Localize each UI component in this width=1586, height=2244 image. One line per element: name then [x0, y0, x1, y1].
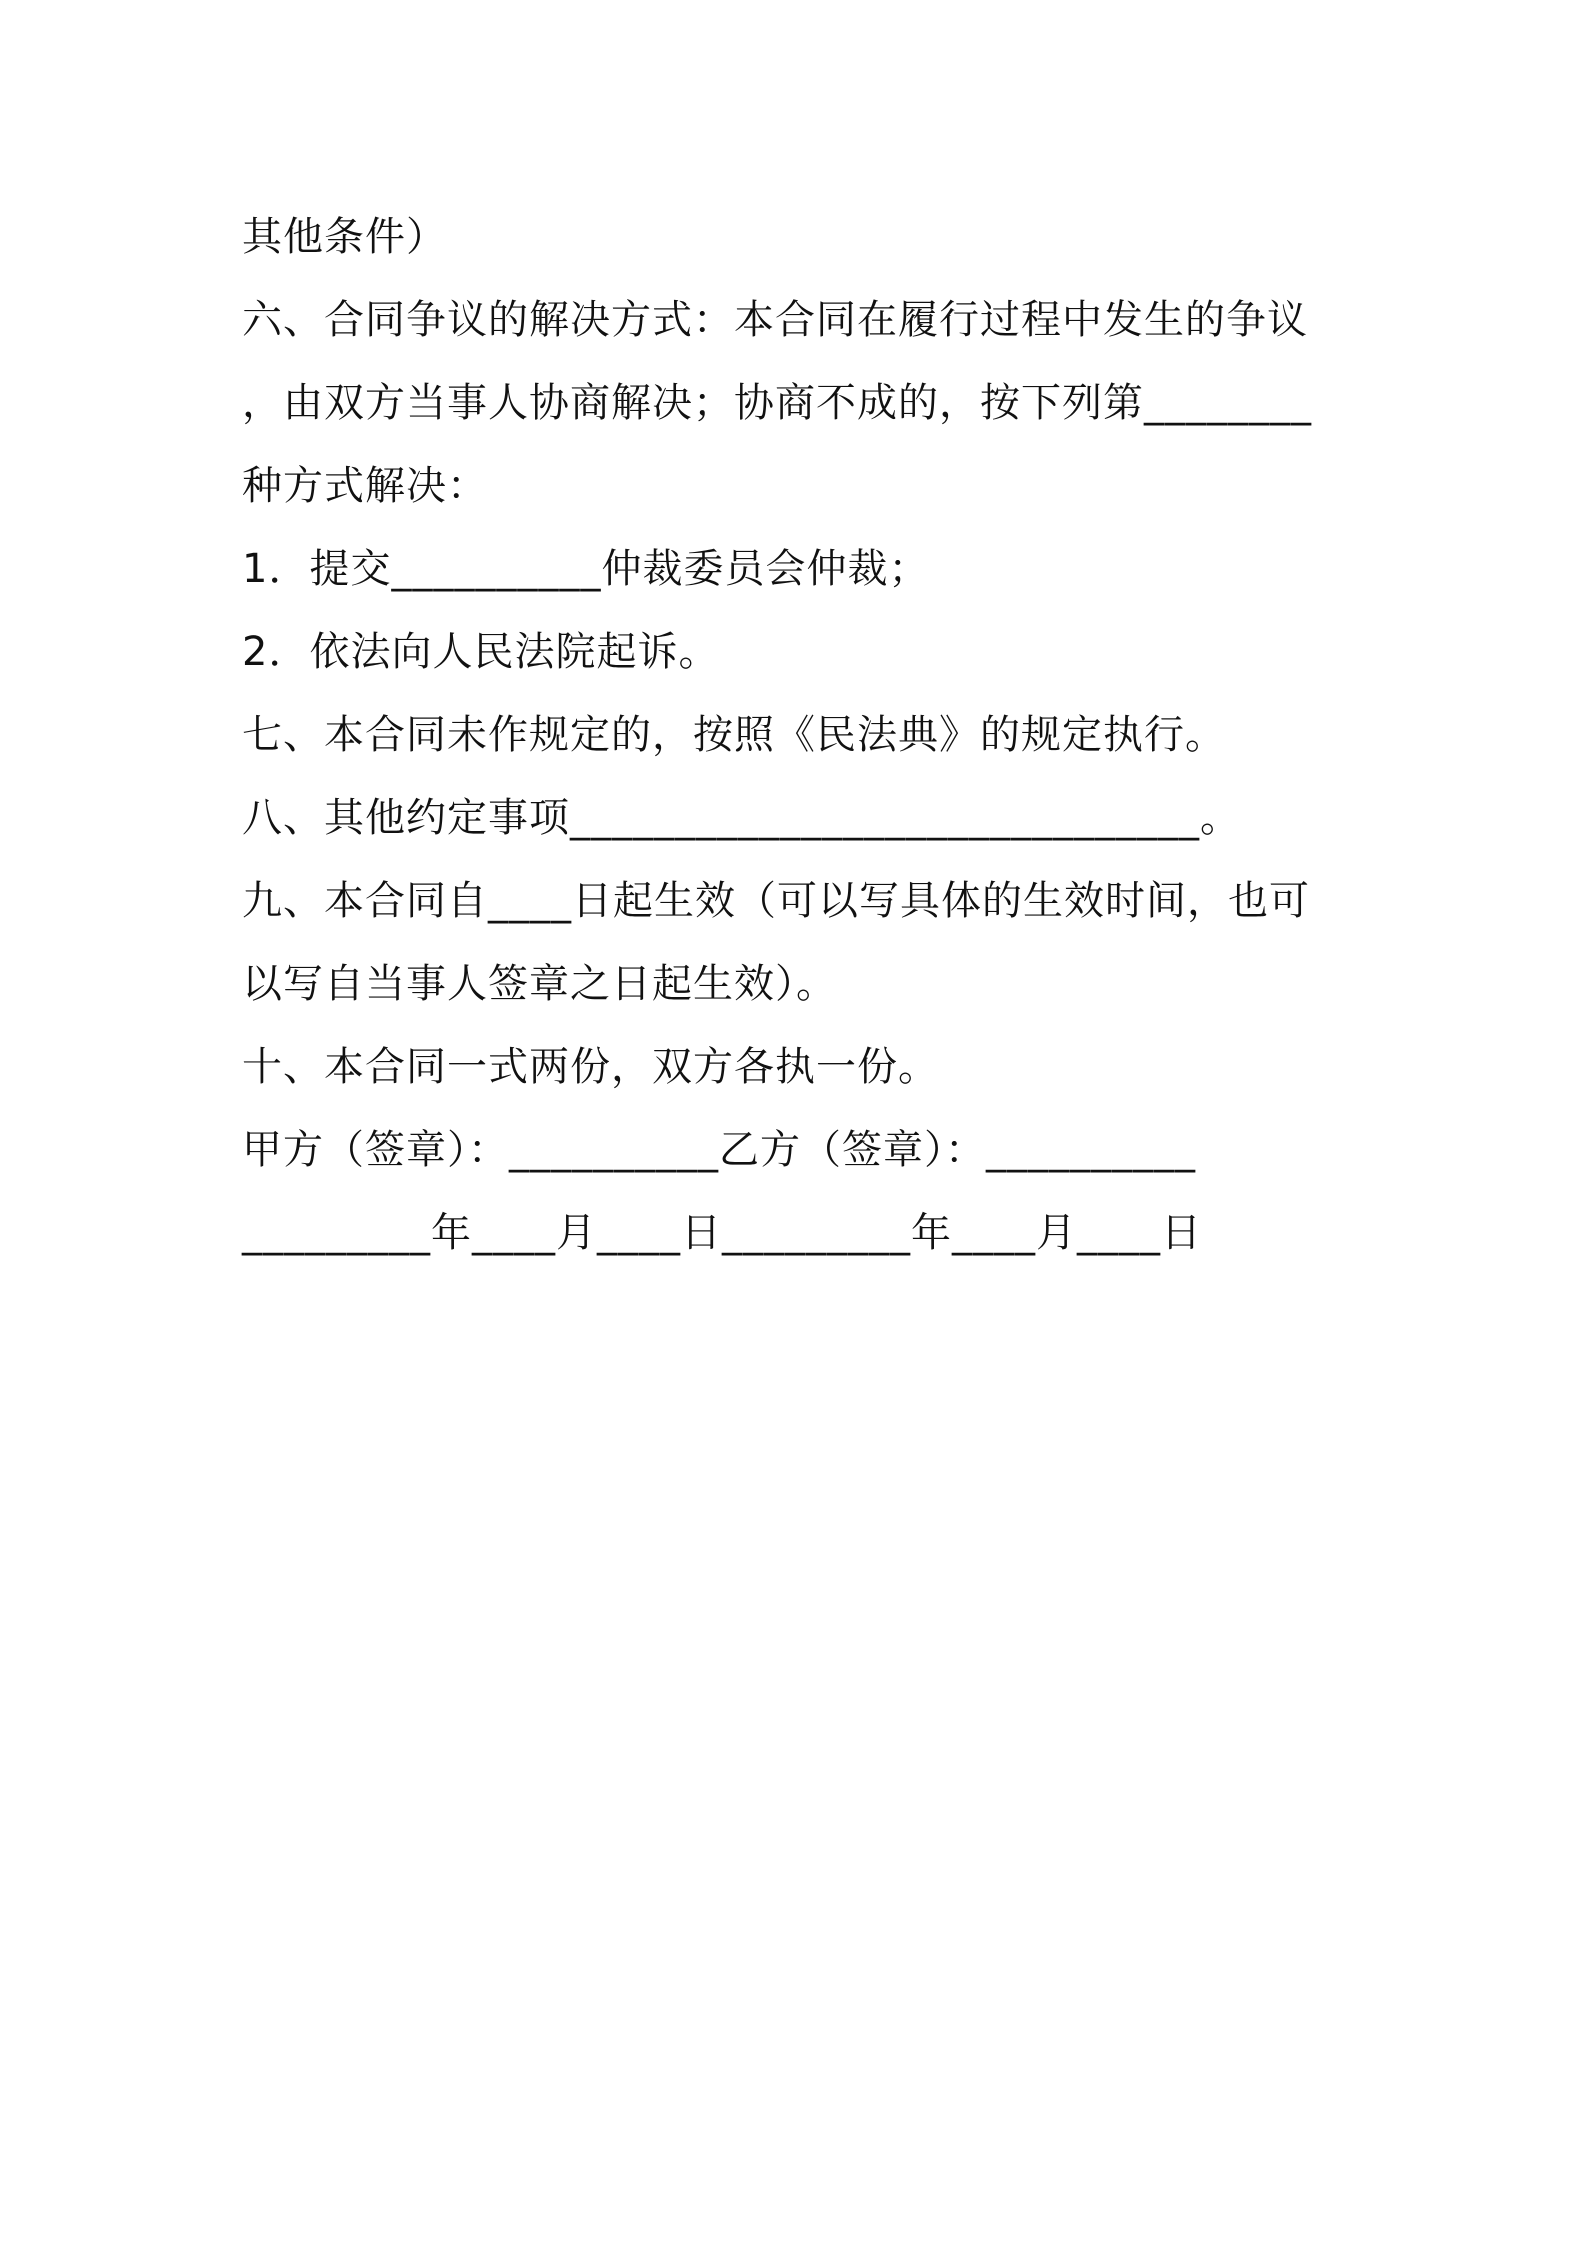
option-2-litigation: 2．依法向人民法院起诉。 — [242, 629, 720, 675]
document-body — [242, 196, 1362, 1275]
clause-9-line-2: 以写自当事人签章之日起生效）。 — [242, 961, 837, 1007]
clause-6-line-3: 种方式解决： — [242, 463, 488, 509]
signature-line: 甲方（签章）：__________乙方（签章）：__________ — [242, 1127, 1196, 1173]
clause-7-civil-code: 七、本合同未作规定的，按照《民法典》的规定执行。 — [242, 712, 1226, 758]
option-1-arbitration: 1．提交__________仲裁委员会仲裁； — [242, 546, 930, 592]
date-line: _________年____月____日_________年____月____日 — [242, 1210, 1202, 1256]
clause-6-dispute-resolution: 六、合同争议的解决方式：本合同在履行过程中发生的争议 — [242, 297, 1308, 343]
clause-9-effective-date: 九、本合同自____日起生效（可以写具体的生效时间，也可 — [242, 878, 1310, 924]
clause-10-copies: 十、本合同一式两份，双方各执一份。 — [242, 1044, 939, 1090]
clause-6-line-2: ，由双方当事人协商解决；协商不成的，按下列第________ — [242, 380, 1312, 426]
clause-8-other-matters: 八、其他约定事项______________________________。 — [242, 795, 1241, 841]
text-line-continuation: 其他条件） — [242, 214, 447, 260]
